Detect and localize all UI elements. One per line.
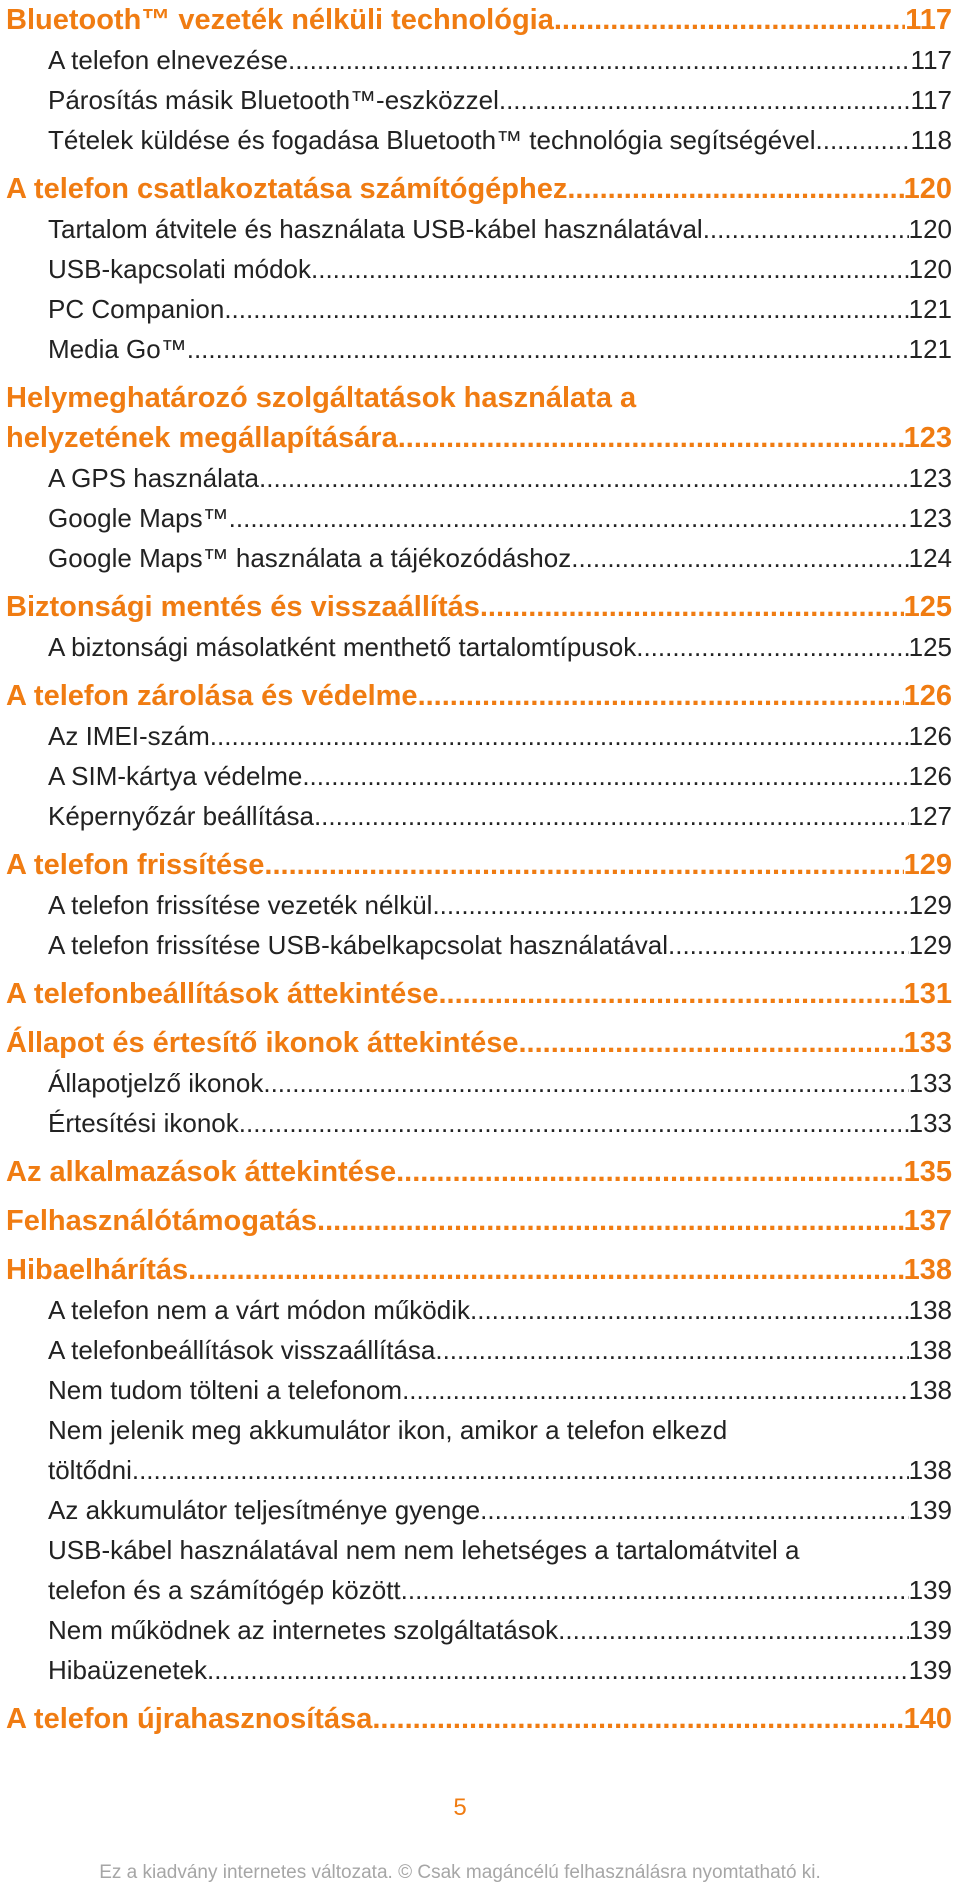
toc-title: telefon és a számítógép között xyxy=(48,1575,401,1605)
toc-page-number: 117 xyxy=(905,4,952,36)
toc-title: A telefon nem a várt módon működik xyxy=(48,1295,471,1325)
toc-title: Media Go™ xyxy=(48,334,187,364)
toc-chapter[interactable] xyxy=(6,974,952,1014)
toc-page-number: 123 xyxy=(908,463,952,493)
toc-section[interactable] xyxy=(6,1330,952,1370)
toc-leader-dots xyxy=(188,1250,903,1290)
toc-leader-dots xyxy=(435,1330,908,1370)
toc-title: Nem működnek az internetes szolgáltatások xyxy=(48,1615,559,1645)
toc-title: Nem tudom tölteni a telefonom xyxy=(48,1375,403,1405)
toc-page-number: 139 xyxy=(908,1615,952,1645)
toc-leader-dots xyxy=(187,329,909,369)
toc-page-number: 138 xyxy=(908,1295,952,1325)
toc-section[interactable] xyxy=(6,289,952,329)
toc-chapter[interactable] xyxy=(6,587,952,627)
toc-leader-dots xyxy=(418,676,904,716)
toc-title: Felhasználótámogatás xyxy=(6,1205,318,1237)
toc-page-number: 121 xyxy=(908,334,952,364)
toc-page-number: 139 xyxy=(908,1495,952,1525)
toc-title: helyzetének megállapítására xyxy=(6,422,398,454)
toc-page-number: 135 xyxy=(903,1156,952,1188)
toc-section[interactable] xyxy=(6,209,952,249)
toc-chapter[interactable] xyxy=(6,1201,952,1241)
toc-section[interactable] xyxy=(6,1410,952,1490)
toc-title: Képernyőzár beállítása xyxy=(48,801,314,831)
toc-section[interactable] xyxy=(6,1490,952,1530)
toc-section[interactable] xyxy=(6,885,952,925)
table-of-contents xyxy=(6,0,952,1739)
toc-leader-dots xyxy=(263,1063,908,1103)
toc-page-number: 138 xyxy=(908,1335,952,1365)
toc-section[interactable] xyxy=(6,1063,952,1103)
toc-section[interactable] xyxy=(6,1530,952,1610)
toc-section[interactable] xyxy=(6,716,952,756)
toc-section[interactable] xyxy=(6,249,952,289)
toc-title: A telefon frissítése vezeték nélkül xyxy=(48,890,433,920)
toc-page-number: 123 xyxy=(903,422,952,454)
toc-leader-dots xyxy=(132,1450,909,1490)
toc-chapter[interactable] xyxy=(6,169,952,209)
toc-leader-dots xyxy=(224,289,908,329)
toc-leader-dots xyxy=(314,796,909,836)
toc-title-line2 xyxy=(48,1570,952,1610)
toc-title: A SIM-kártya védelme xyxy=(48,761,303,791)
toc-title: A GPS használata xyxy=(48,463,260,493)
toc-title: A telefon csatlakoztatása számítógéphez xyxy=(6,173,568,205)
toc-leader-dots xyxy=(636,627,908,667)
toc-page-number: 129 xyxy=(908,930,952,960)
toc-leader-dots xyxy=(210,716,909,756)
toc-title: A biztonsági másolatként menthető tartalomtípusok xyxy=(48,632,637,662)
toc-section[interactable] xyxy=(6,120,952,160)
toc-page-number: 140 xyxy=(903,1703,952,1735)
toc-chapter[interactable] xyxy=(6,676,952,716)
toc-page-number: 127 xyxy=(908,801,952,831)
toc-page-number: 133 xyxy=(908,1108,952,1138)
toc-chapter[interactable] xyxy=(6,1023,952,1063)
toc-page-number: 123 xyxy=(908,503,952,533)
toc-leader-dots xyxy=(259,458,909,498)
toc-title: USB-kapcsolati módok xyxy=(48,254,311,284)
toc-title: Biztonsági mentés és visszaállítás xyxy=(6,591,480,623)
toc-title: Az akkumulátor teljesítménye gyenge xyxy=(48,1495,481,1525)
toc-section[interactable] xyxy=(6,1610,952,1650)
toc-title: Párosítás másik Bluetooth™-eszközzel xyxy=(48,85,499,115)
toc-section[interactable] xyxy=(6,1290,952,1330)
toc-page-number: 138 xyxy=(908,1375,952,1405)
toc-section[interactable] xyxy=(6,80,952,120)
toc-chapter[interactable] xyxy=(6,1699,952,1739)
toc-title-line1: USB-kábel használatával nem nem lehetséges a tartalomátvitel a xyxy=(48,1535,800,1565)
toc-section[interactable] xyxy=(6,40,952,80)
toc-leader-dots xyxy=(396,1152,904,1192)
toc-title-line1: Helymeghatározó szolgáltatások használata a xyxy=(6,382,637,414)
toc-title: Google Maps™ használata a tájékozódáshoz xyxy=(48,543,572,573)
toc-leader-dots xyxy=(480,587,904,627)
toc-section[interactable] xyxy=(6,627,952,667)
toc-page-number: 129 xyxy=(908,890,952,920)
toc-leader-dots xyxy=(288,40,911,80)
toc-title: A telefon újrahasznosítása xyxy=(6,1703,373,1735)
toc-title-line1: Nem jelenik meg akkumulátor ikon, amikor a telefon elkezd xyxy=(48,1415,728,1445)
toc-page-number: 129 xyxy=(903,849,952,881)
toc-page-number: 125 xyxy=(908,632,952,662)
toc-section[interactable] xyxy=(6,1370,952,1410)
toc-title: Google Maps™ xyxy=(48,503,229,533)
toc-chapter[interactable] xyxy=(6,1152,952,1192)
toc-title: A telefon elnevezése xyxy=(48,45,288,75)
toc-title: Bluetooth™ vezeték nélküli technológia xyxy=(6,4,554,36)
page-number: 5 xyxy=(453,1794,467,1821)
toc-chapter[interactable] xyxy=(6,845,952,885)
toc-page-number: 138 xyxy=(903,1254,952,1286)
toc-title: Értesítési ikonok xyxy=(48,1108,239,1138)
toc-page-number: 118 xyxy=(910,125,952,155)
toc-page-number: 133 xyxy=(903,1027,952,1059)
toc-page-number: 126 xyxy=(908,761,952,791)
toc-page-number: 138 xyxy=(908,1455,952,1485)
toc-title: A telefon frissítése USB-kábelkapcsolat használatával xyxy=(48,930,669,960)
toc-leader-dots xyxy=(567,169,903,209)
toc-page-number: 121 xyxy=(908,294,952,324)
toc-title: Az IMEI-szám xyxy=(48,721,210,751)
toc-title: töltődni xyxy=(48,1455,132,1485)
toc-leader-dots xyxy=(317,1201,904,1241)
toc-page-number: 126 xyxy=(903,680,952,712)
toc-leader-dots xyxy=(401,1570,909,1610)
toc-chapter[interactable] xyxy=(6,1250,952,1290)
toc-leader-dots xyxy=(554,0,905,40)
toc-page-number: 125 xyxy=(903,591,952,623)
toc-leader-dots xyxy=(470,1290,909,1330)
toc-leader-dots xyxy=(207,1650,909,1690)
toc-title: A telefonbeállítások visszaállítása xyxy=(48,1335,436,1365)
toc-page-number: 120 xyxy=(903,173,952,205)
toc-leader-dots xyxy=(668,925,909,965)
toc-leader-dots xyxy=(239,1103,909,1143)
toc-page-number: 126 xyxy=(908,721,952,751)
toc-leader-dots xyxy=(571,538,908,578)
toc-page-number: 120 xyxy=(908,214,952,244)
toc-section[interactable] xyxy=(6,458,952,498)
toc-page-number: 117 xyxy=(910,85,952,115)
toc-leader-dots xyxy=(402,1370,909,1410)
toc-section[interactable] xyxy=(6,925,952,965)
toc-section[interactable] xyxy=(6,756,952,796)
toc-chapter[interactable] xyxy=(6,0,952,40)
toc-leader-dots xyxy=(264,845,903,885)
toc-leader-dots xyxy=(703,209,909,249)
page-footer: Ez a kiadvány internetes változata. © Csak magáncélú felhasználásra nyomtatható ki. xyxy=(99,1862,821,1883)
toc-leader-dots xyxy=(229,498,909,538)
toc-section[interactable] xyxy=(6,538,952,578)
toc-title: Hibaelhárítás xyxy=(6,1254,189,1286)
toc-leader-dots xyxy=(480,1490,908,1530)
toc-page-number: 139 xyxy=(908,1655,952,1685)
toc-leader-dots xyxy=(438,974,903,1014)
toc-title: Állapot és értesítő ikonok áttekintése xyxy=(6,1027,519,1059)
toc-section[interactable] xyxy=(6,796,952,836)
toc-title: A telefon zárolása és védelme xyxy=(6,680,418,712)
toc-leader-dots xyxy=(518,1023,903,1063)
toc-leader-dots xyxy=(372,1699,903,1739)
toc-leader-dots xyxy=(398,418,904,458)
toc-leader-dots xyxy=(311,249,909,289)
toc-title-line2 xyxy=(6,418,952,458)
toc-leader-dots xyxy=(816,120,911,160)
toc-section[interactable] xyxy=(6,1103,952,1143)
toc-page-number: 133 xyxy=(908,1068,952,1098)
toc-title: Hibaüzenetek xyxy=(48,1655,207,1685)
toc-title: Tartalom átvitele és használata USB-kábel használatával xyxy=(48,214,703,244)
toc-title: Az alkalmazások áttekintése xyxy=(6,1156,397,1188)
toc-leader-dots xyxy=(499,80,911,120)
toc-section[interactable] xyxy=(6,498,952,538)
toc-page-number: 120 xyxy=(908,254,952,284)
toc-chapter[interactable] xyxy=(6,378,952,458)
toc-title: Állapotjelző ikonok xyxy=(48,1068,264,1098)
toc-leader-dots xyxy=(432,885,908,925)
toc-title: A telefon frissítése xyxy=(6,849,265,881)
toc-title: Tételek küldése és fogadása Bluetooth™ technológia segítségével xyxy=(48,125,816,155)
toc-leader-dots xyxy=(302,756,908,796)
toc-section[interactable] xyxy=(6,1650,952,1690)
toc-page-number: 124 xyxy=(908,543,952,573)
toc-page-number: 117 xyxy=(910,45,952,75)
toc-leader-dots xyxy=(558,1610,908,1650)
toc-title: PC Companion xyxy=(48,294,225,324)
toc-page-number: 137 xyxy=(903,1205,952,1237)
toc-title-line2 xyxy=(48,1450,952,1490)
toc-title: A telefonbeállítások áttekintése xyxy=(6,978,439,1010)
toc-section[interactable] xyxy=(6,329,952,369)
toc-page-number: 131 xyxy=(903,978,952,1010)
toc-page-number: 139 xyxy=(908,1575,952,1605)
